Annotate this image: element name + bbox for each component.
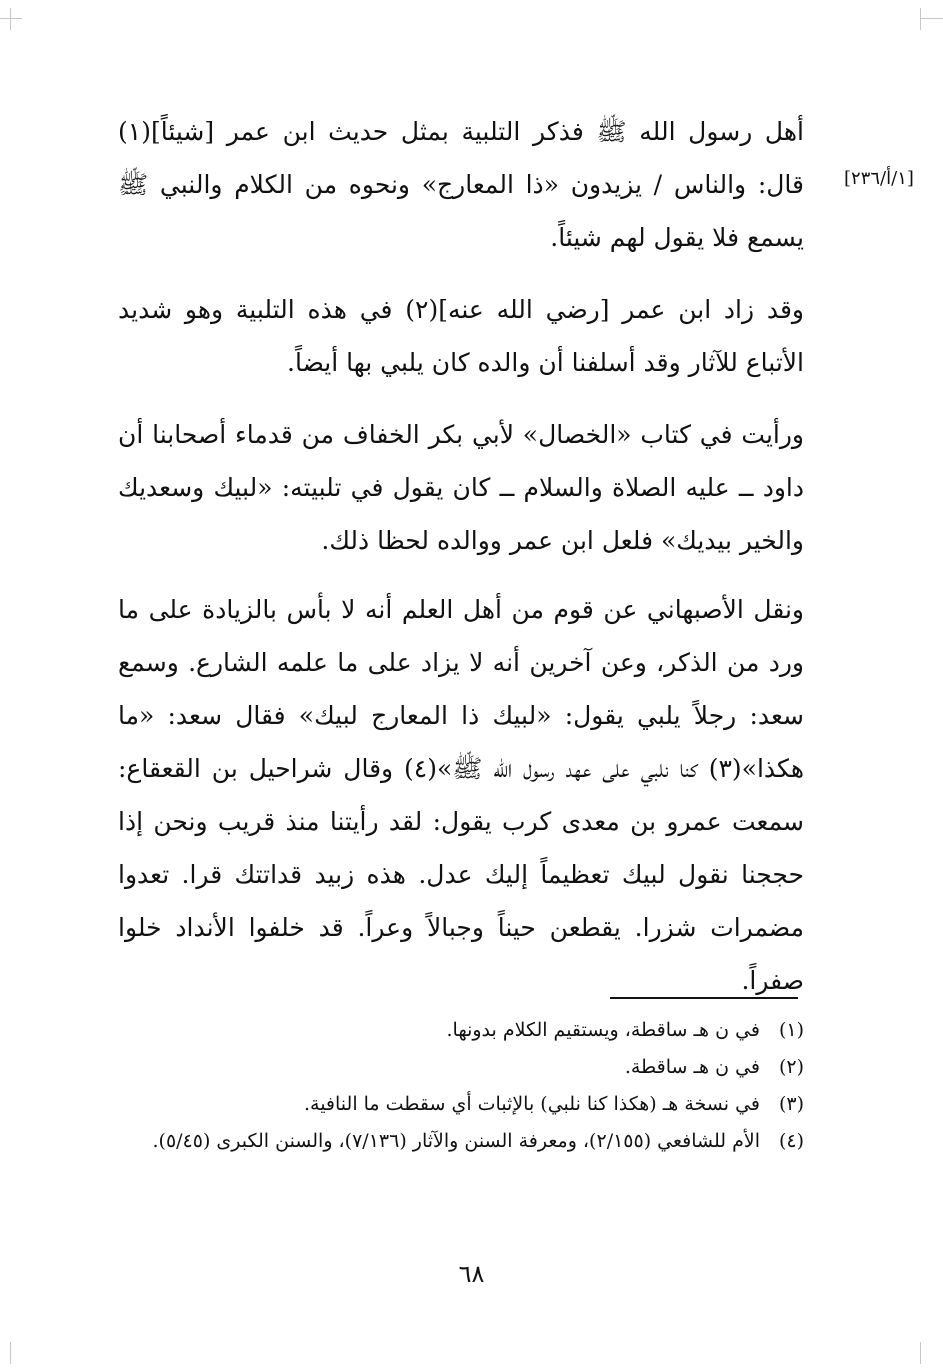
- paragraph-text: ونقل الأصبهاني عن قوم من أهل العلم أنه لا بأس بالزيادة على ما ورد من الذكر، وعن آخرين أنه لا يزاد على ما علمه الشارع. وسمع سعد: رجلاً يلبي يقول: «لبيك ذا المعارج لبيك» فقال سعد: «ما هكذا»(٣) كنا نلبي على عهد رسول الله ﷺ»(٤) وقال شراحيل بن القعقاع: سمعت عمرو بن معدى كرب يقول: لقد رأيتنا منذ قريب ونحن إذا حججنا نقول لبيك تعظيماً إليك عدل. هذه زبيد قداتتك قرا. تعدوا مضمرات شزرا. يقطعن حيناً وجبالاً وعراً. قد خلفوا الأنداد خلوا صفراً.: [118, 595, 805, 995]
- page-number: ٦٨: [458, 1260, 485, 1288]
- footnote-text: الأم للشافعي (٢/١٥٥)، ومعرفة السنن والآثار (٧/١٣٦)، والسنن الكبرى (٥/٤٥).: [152, 1130, 760, 1152]
- footnote-item: [118, 1049, 804, 1086]
- paragraph-text: وقد زاد ابن عمر [رضي الله عنه](٢) في هذه التلبية وهو شديد الأتباع للآثار وقد أسلفنا أن والده كان يلبي بها أيضاً.: [118, 295, 804, 377]
- crop-mark: [10, 1342, 11, 1364]
- footnote-number: (٣): [778, 1093, 804, 1115]
- crop-mark: [920, 8, 921, 30]
- crop-mark: [10, 8, 11, 30]
- footnote-item: [118, 1123, 804, 1160]
- footnote-item: [118, 1012, 804, 1049]
- crop-mark: [0, 18, 22, 19]
- manuscript-folio-reference: [١/أ/٢٣٦]: [844, 168, 914, 189]
- footnote-text: في ن هـ ساقطة، ويستقيم الكلام بدونها.: [446, 1019, 760, 1041]
- crop-mark: [921, 18, 943, 19]
- footnote-text: في نسخة هـ (هكذا كنا نلبي) بالإثبات أي سقطت ما النافية.: [303, 1093, 760, 1115]
- footnote-item: [118, 1086, 804, 1123]
- footnotes: [118, 1012, 804, 1160]
- crop-mark: [920, 1342, 921, 1364]
- main-text-paragraph-2: [118, 283, 804, 389]
- footnote-number: (٢): [778, 1056, 804, 1078]
- footnote-number: (١): [778, 1019, 804, 1041]
- footnote-text: في ن هـ ساقطة.: [624, 1056, 760, 1078]
- footnote-separator: [610, 997, 798, 999]
- footnote-number: (٤): [778, 1130, 804, 1152]
- main-text-paragraph-1: [118, 105, 804, 264]
- main-text-paragraph-3: [118, 408, 804, 567]
- main-text-paragraph-4: [118, 583, 804, 1007]
- paragraph-text: أهل رسول الله ﷺ فذكر التلبية بمثل حديث ابن عمر [شيئاً](١) قال: والناس / يزيدون «ذا المعارج» ونحوه من الكلام والنبي ﷺ يسمع فلا يقول لهم شيئاً.: [118, 117, 804, 252]
- paragraph-text: ورأيت في كتاب «الخصال» لأبي بكر الخفاف من قدماء أصحابنا أن داود ــ عليه الصلاة والسلام ــ كان يقول في تلبيته: «لبيك وسعديك والخير بيديك» فلعل ابن عمر ووالده لحظا ذلك.: [118, 420, 804, 555]
